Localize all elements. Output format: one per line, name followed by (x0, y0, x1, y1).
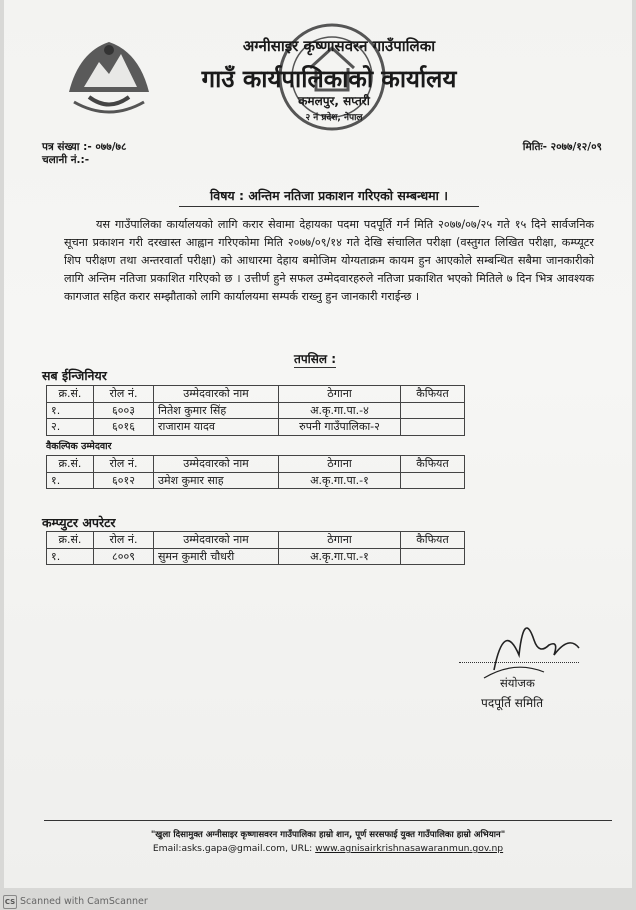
cell-address: अ.कृ.गा.पा.-१ (279, 472, 401, 489)
col-remarks: कैफियत (401, 386, 465, 403)
cell-roll: ६०१२ (94, 472, 154, 489)
signatory-role: संयोजक (500, 676, 535, 690)
nepal-emblem-icon (59, 22, 159, 122)
cell-remarks (401, 548, 465, 565)
reference-number (42, 140, 126, 154)
section-title-computer: कम्प्युटर अपरेटर (42, 515, 116, 530)
cell-roll: ६०१६ (94, 419, 154, 436)
col-roll: रोल नं. (94, 532, 154, 549)
cell-remarks (401, 419, 465, 436)
notice-body: यस गाउँपालिका कार्यालयको लागि करार सेवामा देहायका पदमा पदपूर्ति गर्न मिति २०७७/०७/२५ गते १५ दिने सार्वजनिक सूचना प्रकाशन गरी दरखास्त आह्वान गरिएकोमा मिति २०७७/०९/१४ गते देखि संचालित परीक्षा (वस्तुगत लिखित परीक्षा, कम्प्यूटर शिप परीक्षण तथा अन्तरवार्ता परीक्षा) को आधारमा देहाय बमोजिम योग्यताक्रम कायम हुन आएकोले सम्बन्धित सबैमा जानकारीको लागि अन्तिम नतिजा प्रकाशित गरिएको छ । उत्तीर्ण हुने सफल उम्मेदवारहरुले नतिजा प्रकाशित भएको मितिले ७ दिन भित्र आवश्यक कागजात सहित करार सम्झौताको लागि कार्यालयमा सम्पर्क राख्नु हुन जानकारी गराईन्छ । (64, 218, 594, 303)
cell-name: सुमन कुमारी चौधरी (154, 548, 279, 565)
footer-url-label: , URL: (285, 843, 313, 854)
section-title-engineer: सब ईन्जिनियर (42, 368, 107, 383)
cell-name: नितेश कुमार सिंह (154, 402, 279, 419)
footer-divider (44, 820, 612, 821)
col-sn: क्र.सं. (47, 456, 94, 473)
header-location: कमलपुर, सप्तरी (298, 94, 370, 108)
table-row (47, 472, 465, 489)
header-office: गाउँ कार्यपालिकाको कार्यालय (201, 65, 457, 93)
camscanner-icon: CS (3, 895, 17, 909)
cell-sn: १. (47, 402, 94, 419)
alternate-table (46, 455, 465, 489)
table-row (47, 419, 465, 436)
col-sn: क्र.सं. (47, 532, 94, 549)
letter-date (523, 140, 602, 154)
col-name: उम्मेदवारको नाम (154, 532, 279, 549)
ref-label: पत्र संख्या :- (42, 141, 92, 153)
col-sn: क्र.सं. (47, 386, 94, 403)
col-address: ठेगाना (279, 386, 401, 403)
cell-name: उमेश कुमार साह (154, 472, 279, 489)
cell-address: अ.कृ.गा.पा.-४ (279, 402, 401, 419)
subject-line: विषय : अन्तिम नतिजा प्रकाशन गरिएको सम्बन्धमा । (179, 187, 479, 207)
cell-sn: २. (47, 419, 94, 436)
camscanner-text: Scanned with CamScanner (20, 896, 148, 907)
col-remarks: कैफियत (401, 532, 465, 549)
document-page (4, 0, 632, 888)
footer-email: Email:asks.gapa@gmail.com (152, 843, 286, 854)
cell-name: राजाराम यादव (154, 419, 279, 436)
col-address: ठेगाना (279, 456, 401, 473)
cell-remarks (401, 402, 465, 419)
cell-sn: १. (47, 548, 94, 565)
signatory-committee: पदपूर्ति समिति (481, 696, 544, 710)
cell-sn: १. (47, 472, 94, 489)
table-row (47, 402, 465, 419)
table-header-row (47, 386, 465, 403)
tapasil-heading: तपसिल : (294, 352, 336, 366)
ref-value: ०७७/७८ (95, 141, 127, 153)
table-header-row (47, 456, 465, 473)
header-municipality: अग्नीसाइर कृष्णासवरन गाउँपालिका (242, 37, 436, 55)
camscanner-watermark (0, 893, 148, 910)
signature-line (459, 662, 579, 663)
cell-address: रुपनी गाउँपालिका-२ (279, 419, 401, 436)
table-row (47, 548, 465, 565)
engineer-table (46, 385, 465, 436)
cell-roll: ८००९ (94, 548, 154, 565)
col-address: ठेगाना (279, 532, 401, 549)
col-roll: रोल नं. (94, 456, 154, 473)
col-name: उम्मेदवारको नाम (154, 456, 279, 473)
date-value: २०७७/१२/०९ (550, 141, 602, 153)
cell-address: अ.कृ.गा.पा.-१ (279, 548, 401, 565)
col-roll: रोल नं. (94, 386, 154, 403)
cell-roll: ६००३ (94, 402, 154, 419)
footer-contact (44, 843, 612, 854)
col-name: उम्मेदवारको नाम (154, 386, 279, 403)
footer-url-link[interactable]: www.agnisairkrishnasawaranmun.gov.np (315, 843, 504, 854)
date-label: मितिः- (522, 141, 547, 153)
computer-table (46, 531, 465, 565)
header-province: २ नं प्रदेश, नेपाल (305, 113, 363, 123)
table-header-row (47, 532, 465, 549)
cell-remarks (401, 472, 465, 489)
chalani-number: चलानी नं.:- (42, 154, 90, 166)
col-remarks: कैफियत (401, 456, 465, 473)
footer-slogan: "खुला दिसामुक्त अग्नीसाइर कृष्णासवरन गाउँपालिका हाम्रो शान, पूर्ण सरसफाई युक्त गाउँपालिका हाम्रो अभियान" (150, 830, 506, 840)
section-title-alternate: वैकल्पिक उम्मेदवार (46, 441, 112, 452)
